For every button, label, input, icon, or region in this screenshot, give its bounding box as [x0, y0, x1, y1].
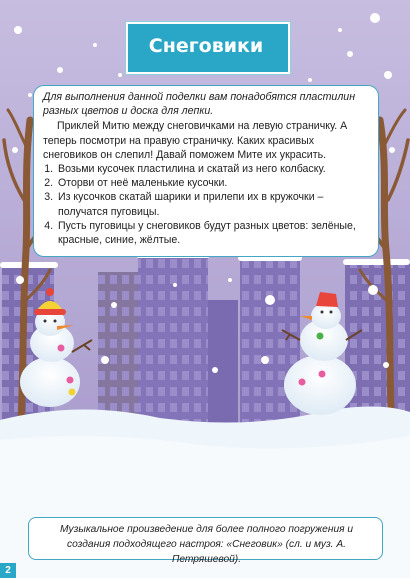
- instructions-paragraph: Приклей Митю между снеговичками на левую страничку. А теперь посмотри на правую страничку. Каких красивых снеговиков он слепил! Давай поможем Мите их украсить.: [43, 120, 348, 161]
- step-item: 1. Возьми кусочек пластилина и скатай из него колбаску.: [56, 162, 370, 176]
- steps-list: [43, 162, 370, 247]
- step-item: 2. Оторви от неё маленькие кусочки.: [56, 176, 370, 190]
- page-title: Снеговики: [148, 35, 264, 57]
- page-number: 2: [0, 563, 16, 578]
- materials-intro: Для выполнения данной поделки вам понадобятся пластилин разных цветов и доска для лепки.: [43, 91, 356, 118]
- step-item: 4. Пусть пуговицы у снеговиков будут разных цветов: зелёные, красные, синие, жёлтые.: [56, 219, 370, 247]
- instructions-box: [33, 85, 379, 257]
- step-item: 3. Из кусочков скатай шарики и прилепи их в кружочки – получатся пуговицы.: [56, 190, 370, 218]
- music-note-box: Музыкальное произведение для более полного погружения и создания подходящего настроя: «Снеговик» (сл. и муз. А. Петряшевой).: [28, 517, 383, 560]
